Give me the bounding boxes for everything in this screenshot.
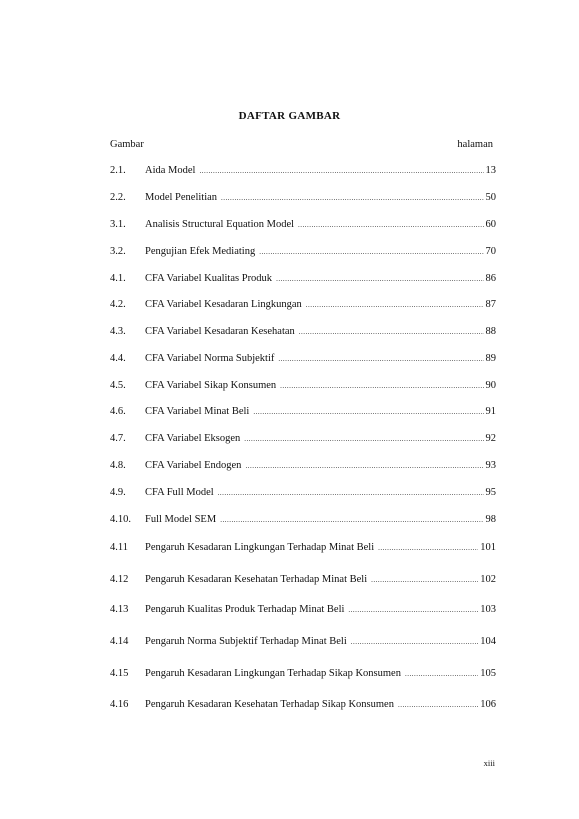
list-item <box>110 459 496 473</box>
list-item <box>110 698 496 712</box>
figure-title: CFA Variabel Norma Subjektif <box>145 353 275 364</box>
column-header-figure: Gambar <box>110 139 144 150</box>
figure-title: Pengaruh Norma Subjektif Terhadap Minat Beli <box>145 636 347 647</box>
figure-page: 86 <box>485 273 496 284</box>
list-item <box>110 486 496 500</box>
list-item <box>110 272 496 286</box>
figure-number: 4.16 <box>110 699 129 710</box>
figure-number: 2.1. <box>110 165 126 176</box>
figure-title: CFA Variabel Sikap Konsumen <box>145 380 277 391</box>
dot-leader <box>276 272 483 286</box>
dot-leader <box>371 573 478 587</box>
figure-page: 101 <box>480 542 496 553</box>
figure-page: 70 <box>485 246 496 257</box>
dot-leader <box>218 486 484 500</box>
list-item <box>110 245 496 259</box>
figure-page: 90 <box>485 380 496 391</box>
figure-title: CFA Variabel Kualitas Produk <box>145 273 273 284</box>
figure-number: 3.1. <box>110 219 126 230</box>
figure-number: 4.14 <box>110 636 129 647</box>
figure-title: CFA Full Model <box>145 487 214 498</box>
dot-leader <box>278 352 483 366</box>
dot-leader <box>199 164 483 178</box>
figure-number: 4.13 <box>110 604 129 615</box>
list-item <box>110 164 496 178</box>
figure-page: 13 <box>485 165 496 176</box>
figure-number: 4.7. <box>110 433 126 444</box>
figure-title: CFA Variabel Kesadaran Kesehatan <box>145 326 295 337</box>
list-item <box>110 218 496 232</box>
figure-number: 4.5. <box>110 380 126 391</box>
figure-title: CFA Variabel Eksogen <box>145 433 241 444</box>
dot-leader <box>220 513 483 527</box>
list-item <box>110 352 496 366</box>
list-item <box>110 573 496 587</box>
figure-number: 4.15 <box>110 668 129 679</box>
figure-page: 89 <box>485 353 496 364</box>
list-item <box>110 405 496 419</box>
dot-leader <box>351 635 479 649</box>
figure-page: 98 <box>485 514 496 525</box>
figure-title: Pengujian Efek Mediating <box>145 246 256 257</box>
figure-page: 102 <box>480 574 496 585</box>
figure-title: Analisis Structural Equation Model <box>145 219 295 230</box>
footer-page-number: xiii <box>483 758 495 768</box>
figure-page: 95 <box>485 487 496 498</box>
list-item <box>110 635 496 649</box>
figure-number: 4.10. <box>110 514 131 525</box>
list-item <box>110 513 496 527</box>
figure-number: 4.12 <box>110 574 129 585</box>
dot-leader <box>221 191 483 205</box>
figure-title: Model Penelitian <box>145 192 218 203</box>
list-item <box>110 432 496 446</box>
list-item <box>110 325 496 339</box>
figure-page: 106 <box>480 699 496 710</box>
figure-title: Pengaruh Kesadaran Kesehatan Terhadap Sikap Konsumen <box>145 699 394 710</box>
figure-page: 50 <box>485 192 496 203</box>
figure-number: 4.9. <box>110 487 126 498</box>
list-item <box>110 541 496 555</box>
figure-title: Pengaruh Kesadaran Kesehatan Terhadap Minat Beli <box>145 574 368 585</box>
dot-leader <box>299 325 484 339</box>
dot-leader <box>398 698 478 712</box>
dot-leader <box>348 603 478 617</box>
list-item <box>110 298 496 312</box>
figure-page: 88 <box>485 326 496 337</box>
figure-title: Full Model SEM <box>145 514 217 525</box>
column-header-page: halaman <box>457 139 493 150</box>
figure-number: 4.2. <box>110 299 126 310</box>
dot-leader <box>259 245 483 259</box>
figure-number: 4.6. <box>110 406 126 417</box>
figure-title: Pengaruh Kesadaran Lingkungan Terhadap Sikap Konsumen <box>145 668 401 679</box>
figure-page: 60 <box>485 219 496 230</box>
figure-number: 4.11 <box>110 542 128 553</box>
figure-page: 105 <box>480 668 496 679</box>
list-item <box>110 667 496 681</box>
figure-title: Aida Model <box>145 165 196 176</box>
figure-page: 104 <box>480 636 496 647</box>
figure-number: 2.2. <box>110 192 126 203</box>
figure-page: 87 <box>485 299 496 310</box>
dot-leader <box>245 459 483 473</box>
figure-title: Pengaruh Kesadaran Lingkungan Terhadap Minat Beli <box>145 542 375 553</box>
dot-leader <box>298 218 483 232</box>
figure-number: 4.3. <box>110 326 126 337</box>
page-title: DAFTAR GAMBAR <box>238 110 341 122</box>
figure-number: 4.1. <box>110 273 126 284</box>
figure-title: CFA Variabel Endogen <box>145 460 242 471</box>
figure-title: CFA Variabel Kesadaran Lingkungan <box>145 299 302 310</box>
figure-number: 4.4. <box>110 353 126 364</box>
figure-number: 4.8. <box>110 460 126 471</box>
dot-leader <box>405 667 478 681</box>
list-item <box>110 191 496 205</box>
dot-leader <box>244 432 483 446</box>
figure-number: 3.2. <box>110 246 126 257</box>
figure-page: 93 <box>485 460 496 471</box>
figure-page: 92 <box>485 433 496 444</box>
dot-leader <box>253 405 483 419</box>
dot-leader <box>280 379 483 393</box>
dot-leader <box>306 298 484 312</box>
figure-title: CFA Variabel Minat Beli <box>145 406 250 417</box>
figure-page: 91 <box>485 406 496 417</box>
list-item <box>110 379 496 393</box>
figure-page: 103 <box>480 604 496 615</box>
dot-leader <box>378 541 478 555</box>
list-item <box>110 603 496 617</box>
figure-title: Pengaruh Kualitas Produk Terhadap Minat Beli <box>145 604 345 615</box>
